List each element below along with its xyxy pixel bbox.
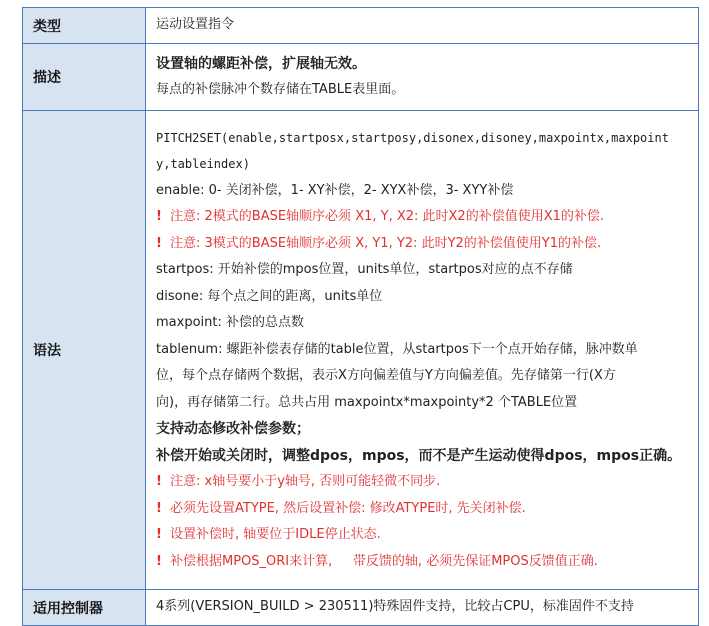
syntax-warning-mode3 [156, 231, 698, 258]
description-label: 描述 [23, 44, 146, 111]
controller-row [23, 590, 699, 626]
syntax-enable-param: enable: 0- 关闭补偿，1- XY补偿，2- XYX补偿，3- XYY补偿 [156, 182, 514, 198]
warning-icon: ! [156, 553, 162, 569]
command-reference-table [22, 7, 699, 626]
controller-value: 4系列(VERSION_BUILD > 230511)特殊固件支持，比较占CPU，标准固件不支持 [146, 590, 699, 626]
warning-text: 注意: x轴号要小于y轴号, 否则可能轻微不同步. [170, 474, 441, 490]
syntax-startpos-param: startpos: 开始补偿的mpos位置，units单位，startpos对应的点不存储 [156, 262, 573, 278]
description-line-2: 每点的补偿脉冲个数存储在TABLE表里面。 [156, 82, 405, 97]
syntax-warning-atype [156, 496, 698, 523]
syntax-warning-idle [156, 522, 698, 549]
syntax-warning-axis-order [156, 469, 698, 496]
syntax-tablenum-line-3: 向)，再存储第二行。总共占用 maxpointx*maxpointy*2 个TABLE位置 [156, 394, 578, 410]
warning-text: 注意: 2模式的BASE轴顺序必须 X1, Y, X2: 此时X2的补偿值使用X1的补偿. [170, 209, 605, 225]
type-row [23, 8, 699, 44]
syntax-row [23, 111, 699, 590]
warning-text: 注意: 3模式的BASE轴顺序必须 X, Y1, Y2: 此时Y2的补偿值使用Y1的补偿. [170, 235, 602, 251]
controller-label: 适用控制器 [23, 590, 146, 626]
warning-icon: ! [156, 500, 162, 516]
syntax-signature-line-2: y,tableindex) [156, 157, 250, 172]
warning-text: 补偿根据MPOS_ORI来计算, 带反馈的轴, 必须先保证MPOS反馈值正确. [170, 553, 598, 569]
description-line-1: 设置轴的螺距补偿，扩展轴无效。 [156, 55, 366, 72]
syntax-maxpoint-param: maxpoint: 补偿的总点数 [156, 315, 304, 331]
warning-icon: ! [156, 235, 162, 251]
type-value: 运动设置指令 [146, 8, 699, 44]
syntax-warning-mode2 [156, 204, 698, 231]
warning-icon: ! [156, 474, 162, 490]
syntax-tablenum-line-2: 位，每个点存储两个数据，表示X方向偏差值与Y方向偏差值。先存储第一行(X方 [156, 368, 616, 384]
description-row [23, 44, 699, 111]
syntax-dynamic-note: 支持动态修改补偿参数； [156, 421, 310, 438]
warning-icon: ! [156, 209, 162, 225]
warning-text: 设置补偿时, 轴要位于IDLE停止状态. [170, 527, 381, 543]
syntax-warning-mpos [156, 549, 698, 576]
syntax-label: 语法 [23, 111, 146, 590]
syntax-adjust-note: 补偿开始或关闭时，调整dpos，mpos，而不是产生运动使得dpos，mpos正确。 [156, 447, 682, 464]
type-label: 类型 [23, 8, 146, 44]
syntax-signature-line-1: PITCH2SET(enable,startposx,startposy,disonex,disoney,maxpointx,maxpoint [156, 130, 669, 145]
syntax-disone-param: disone: 每个点之间的距离，units单位 [156, 288, 383, 304]
warning-text: 必须先设置ATYPE, 然后设置补偿: 修改ATYPE时, 先关闭补偿. [170, 500, 526, 516]
syntax-tablenum-line-1: tablenum: 螺距补偿表存储的table位置，从startpos下一个点开始存储，脉冲数单 [156, 341, 638, 357]
description-content [146, 44, 699, 111]
warning-icon: ! [156, 527, 162, 543]
syntax-content [146, 111, 699, 590]
